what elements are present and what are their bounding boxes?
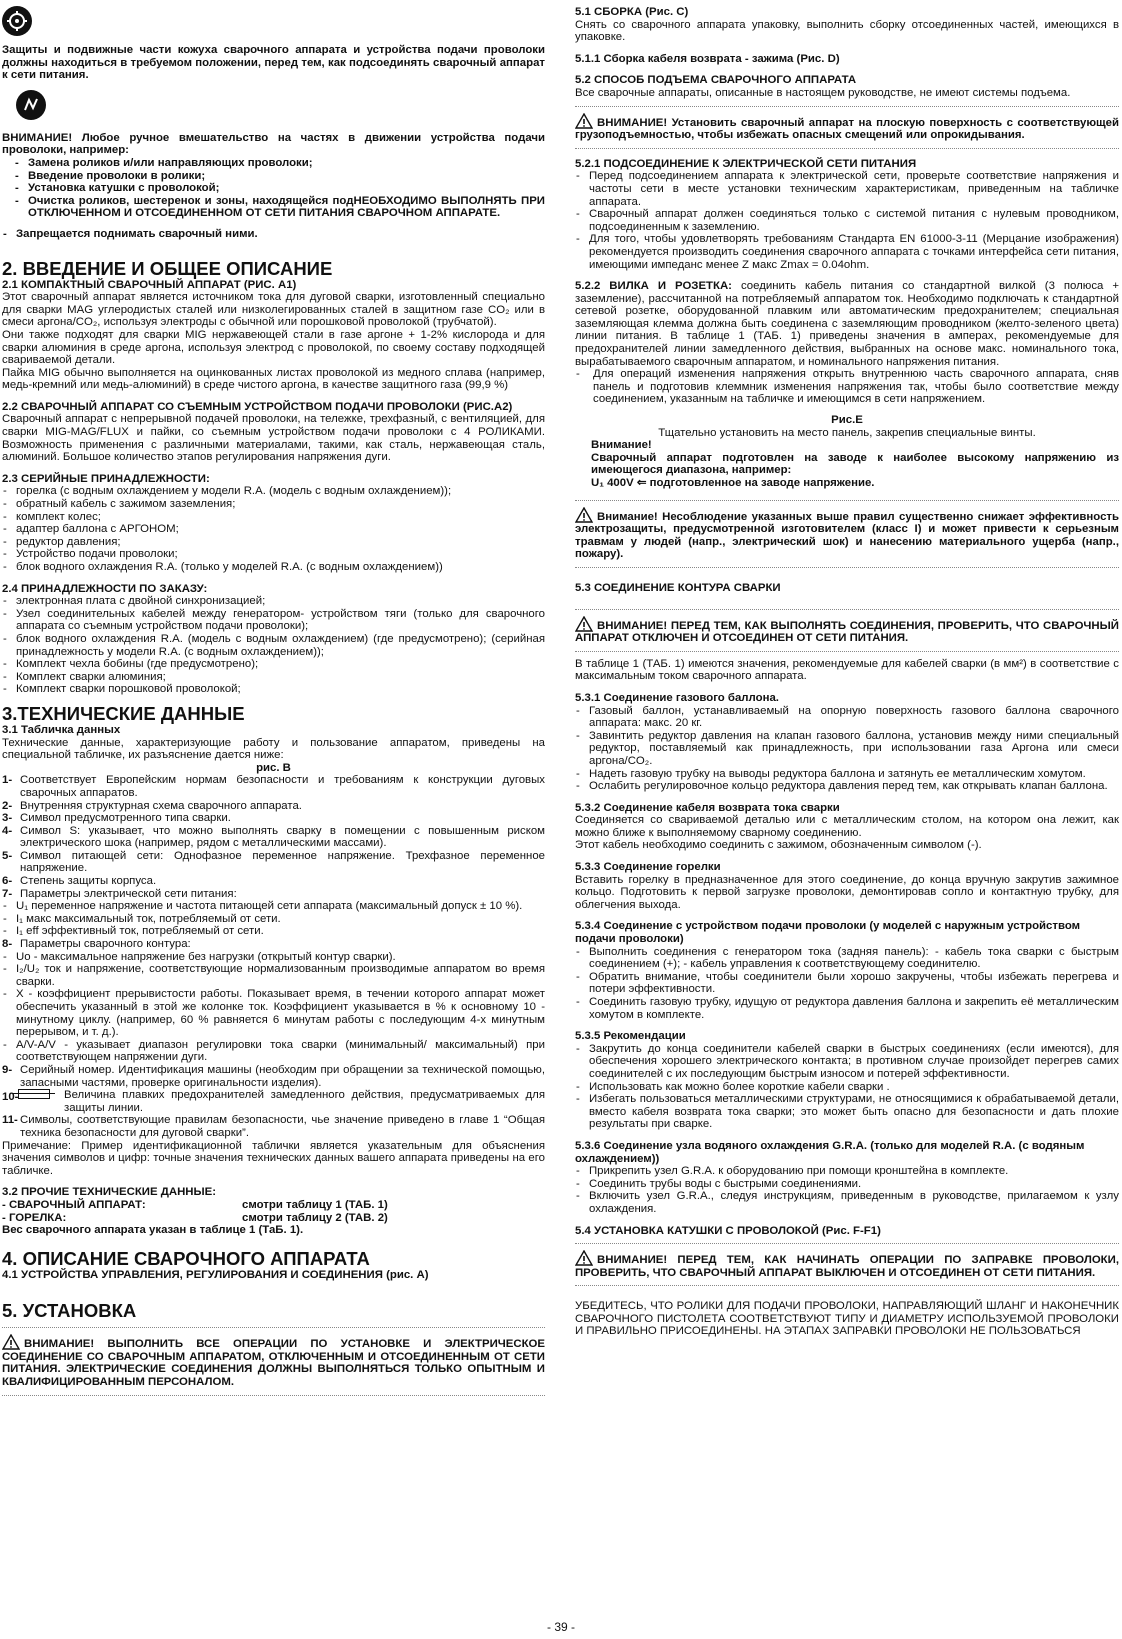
list-item: - Соединить трубы воды с быстрыми соединениями. [575, 1178, 1119, 1191]
factory-voltage-note: Внимание! Сварочный аппарат подготовлен на заводе к наиболее высокому напряжению из имеющегося диапазона, например: U₁ 400V ⇐ подготовленное на заводе напряжение. [591, 439, 1119, 489]
warning-icon [2, 1334, 20, 1350]
list-item: - электронная плата с двойной синхронизацией; [2, 595, 545, 608]
circuit-warning: ВНИМАНИЕ! ПЕРЕД ТЕМ, КАК ВЫПОЛНЯТЬ СОЕДИНЕНИЯ, ПРОВЕРИТЬ, ЧТО СВАРОЧНЫЙ АППАРАТ ОТКЛЮЧЕН И ОТСОЕДИНЕН ОТ СЕТИ ПИТАНИЯ. [575, 616, 1119, 645]
list-item: - Для того, чтобы удовлетворять требованиям Стандарта EN 61000-3-11 (Мерцание изображения) рекомендуется производить соединения сварочного аппарата с точками интерфейса сети питания, имеющими импеданс менее Z макс Zmax = 0.04ohm. [575, 233, 1119, 271]
paragraph: УБЕДИТЕСЬ, ЧТО РОЛИКИ ДЛЯ ПОДАЧИ ПРОВОЛОКИ, НАПРАВЛЯЮЩИЙ ШЛАНГ И НАКОНЕЧНИК СВАРОЧНОГО ПИСТОЛЕТА СООТВЕТСТВУЮТ ТИПУ И ДИАМЕТРУ ИСПОЛЬЗУЕМОЙ ПРОВОЛОКИ И ПРАВИЛЬНО ПРИСОЕДИНЕНЫ. НА ЭТАПАХ ЗАПРАВКИ ПРОВОЛОКИ НЕ ПОЛЬЗОВАТЬСЯ [575, 1300, 1119, 1338]
installation-warning: ВНИМАНИЕ! ВЫПОЛНИТЬ ВСЕ ОПЕРАЦИИ ПО УСТАНОВКЕ И ЭЛЕКТРИЧЕСКОЕ СОЕДИНЕНИЕ СО СВАРОЧНЫМ АППАРАТОМ, ОТКЛЮЧЕННЫМ И ОТСОЕДИНЕННЫМ ОТ СЕТИ ПИТАНИЯ. ЭЛЕКТРИЧЕСКИЕ СОЕДИНЕНИЯ ДОЛЖНЫ ВЫПОЛНЯТЬСЯ ТОЛЬКО ОПЫТНЫМ И КВАЛИФИЦИРОВАННЫМ ПЕРСОНАЛОМ. [2, 1334, 545, 1388]
section-3-2-title: 3.2 ПРОЧИЕ ТЕХНИЧЕСКИЕ ДАННЫЕ: [2, 1186, 217, 1199]
list-item: 3- Символ предусмотренного типа сварки. [2, 812, 231, 825]
list-item: - Узел соединительных кабелей между генератором- устройством тяги (только для сварочного аппарата со съемным устройством подачи проволоки); [2, 608, 545, 633]
list-item: - Устройство подачи проволоки; [2, 548, 545, 561]
list-item: 1- Соответствует Европейским нормам безопасности и требованиям к конструкции дуговых сварочных аппаратов. [2, 774, 545, 799]
optional-accessories-list [2, 595, 545, 696]
list-item: 8- Параметры сварочного контура: [2, 938, 191, 951]
list-item: - Комплект сварки порошковой проволокой; [2, 683, 545, 696]
lifting-warning: - Запрещается поднимать сварочный ними. [2, 228, 545, 241]
list-item: - Включить узел G.R.A., следуя инструкциям, приведенным в руководстве, прилагаемом к узлу охлаждения. [575, 1190, 1119, 1215]
paragraph: Пайка MIG обычно выполняется на оцинкованных листах проволокой из медного сплава (например, медь-кремний или медь-алюминий) в среде чистого аргона, в качестве защитного газа (99,9 %) [2, 366, 545, 392]
divider [575, 567, 1119, 568]
paragraph: Снять со сварочного аппарата упаковку, выполнить сборку отсоединенных частей, имеющихся в упаковке. [575, 18, 1119, 44]
list-item: - Замена роликов и/или направляющих проволоки; [14, 157, 545, 170]
warning-icon [575, 507, 593, 523]
divider [575, 1285, 1119, 1286]
tech-data-row: - ГОРЕЛКА: смотри таблицу 2 (ТАВ. 2) [2, 1211, 388, 1224]
list-item: - U₁ переменное напряжение и частота питающей сети аппарата (максимальный допуск ± 10 %). [2, 900, 545, 913]
list-item: - Для операций изменения напряжения открыть внутреннюю часть сварочного аппарата, сняв панель и подготовив клеммник изменения напряжения так, чтобы было соответствие между соединением, указанным на табличке и имеющимся в сети напряжением. [575, 368, 1119, 406]
gas-cylinder-list [575, 705, 1119, 793]
welding-parameters-list [2, 951, 545, 1064]
wire-feed-warning-list [2, 157, 545, 220]
list-item: - Очистка роликов, шестеренок и зоны, находящейся подНЕОБХОДИМО ВЫПОЛНЯТЬ ПРИ ОТКЛЮЧЕННОМ И ОТСОЕДИНЕННОМ ОТ СЕТИ ПИТАНИЯ СВАРОЧНОМ АППАРАТЕ. [14, 195, 545, 220]
section-5-3-2-title: 5.3.2 Соединение кабеля возврата тока сварки [575, 801, 840, 814]
tech-data-row: - СВАРОЧНЫЙ АППАРАТ: смотри таблицу 1 (ТАБ. 1) [2, 1198, 388, 1211]
warning-icon [575, 113, 593, 129]
section-5-2-1-title: 5.2.1 ПОДСОЕДИНЕНИЕ К ЭЛЕКТРИЧЕСКОЙ СЕТИ ПИТАНИЯ [575, 157, 917, 170]
section-5-title: 5. УСТАНОВКА [2, 1300, 137, 1322]
paragraph: Они также подходят для сварки MIG нержавеющей стали в газе аргоне + 1-2% кислорода и для сварки алюминия в среде аргона, используя электрод с проволокой, по своему составу подходящей свариваемой детали. [2, 328, 545, 367]
paragraph: В таблице 1 (ТАБ. 1) имеются значения, рекомендуемые для кабелей сварки (в мм²) в соответствие с максимальным током сварочного аппарата. [575, 657, 1119, 683]
paragraph: Примечание: Пример идентификационной таблички является указательным для объяснения значения символов и цифр: точные значения технических данных вашего аппарата приведены на его табличке. [2, 1139, 545, 1177]
list-item: 10- Величина плавких предохранителей замедленного действия, предусматриваемых для защиты линии. [2, 1089, 545, 1114]
list-item: 2- Внутренняя структурная схема сварочного аппарата. [2, 799, 302, 812]
fuse-icon [18, 1089, 50, 1099]
section-5-3-6-title: 5.3.6 Соединение узла водяного охлаждения G.R.A. (только для моделей R.A. (с водяным охлаждением)) [575, 1139, 1085, 1165]
list-item: - Ослабить регулировочное кольцо редуктора давления перед тем, как открывать клапан баллона. [575, 780, 1119, 793]
list-item: - I₁ eff эффективный ток, потребляемый от сети. [2, 925, 545, 938]
paragraph: Этот кабель необходимо соединить с зажимом, обозначенным символом (-). [575, 839, 982, 852]
weight-note: Вес сварочного аппарата указан в таблице 1 (ТаБ. 1). [2, 1224, 304, 1237]
paragraph: Сварочный аппарат с непрерывной подачей проволоки, на тележке, трехфазный, с вентиляцией, для сварки MIG-MAG/FLUX и пайки, со съемным устройством подачи проволоки с 4 РОЛИКАМИ. Возможность применения с различными материалами, такими, как сталь, нержавеющая сталь, алюминий. Большое количество этапов регулирования напряжения дуги. [2, 413, 545, 464]
recommendations-list [575, 1043, 1119, 1131]
list-item: - Перед подсоединением аппарата к электрической сети, проверьте соответствие напряжения и частоты сети в месте установки техническим характеристикам, приведенным на табличке аппарата. [575, 170, 1119, 208]
spool-warning: ВНИМАНИЕ! ПЕРЕД ТЕМ, КАК НАЧИНАТЬ ОПЕРАЦИИ ПО ЗАПРАВКЕ ПРОВОЛОКИ, ПРОВЕРИТЬ, ЧТО СВАРОЧНЫЙ АППАРАТ ВЫКЛЮЧЕН И ОТСОЕДИНЕН ОТ СЕТИ ПИТАНИЯ. [575, 1250, 1119, 1279]
list-item: - блок водного охлаждения R.A. (модель с водным охлаждением) (где предусмотрено); (серийная принадлежность у модели R.A. (с водным охлаждением)); [2, 633, 545, 658]
section-5-1-title: 5.1 СБОРКА (Рис. C) [575, 6, 689, 18]
list-item: - Uo - максимальное напряжение без нагрузки (открытый контур сварки). [2, 951, 545, 964]
divider [575, 1243, 1119, 1244]
divider [575, 500, 1119, 501]
list-item: 6- Степень защиты корпуса. [2, 875, 157, 888]
section-2-title: 2. ВВЕДЕНИЕ И ОБЩЕЕ ОПИСАНИЕ [2, 257, 333, 279]
wire-feed-warning: ВНИМАНИЕ! Любое ручное вмешательство на частях в движении устройства подачи проволоки, например: [2, 131, 545, 157]
placement-warning: ВНИМАНИЕ! Установить сварочный аппарат на плоскую поверхность с соответствующей грузоподъемностью, чтобы избежать опасных смещений или опрокидывания. [575, 113, 1119, 142]
list-item: - Сварочный аппарат должен соединяться только с системой питания с нулевым проводником, подсоединенным к заземлению. [575, 208, 1119, 233]
section-5-2-title: 5.2 СПОСОБ ПОДЪЕМА СВАРОЧНОГО АППАРАТА [575, 74, 857, 87]
list-item: - A/V-A/V - указывает диапазон регулировки тока сварки (минимальный/ максимальный) при соответствующем напряжении дуги. [2, 1039, 545, 1064]
paragraph: Все сварочные аппараты, описанные в настоящем руководстве, не имеют системы подъема. [575, 86, 1071, 99]
section-5-3-4-title: 5.3.4 Соединение с устройством подачи проволоки (у моделей с наружным устройством подачи проволоки) [575, 920, 1081, 946]
rating-plate-list [2, 774, 545, 900]
list-item: - Выполнить соединения с генератором тока (задняя панель): - кабель тока сварки с быстрым соединением (+); - кабель управления к соответствующему соединителю. [575, 946, 1119, 971]
list-item: - Надеть газовую трубку на выводы редуктора баллона и затянуть ее металлическим хомутом. [575, 768, 1119, 781]
paragraph: Вставить горелку в предназначенное для этого соединение, до конца вручную закрутив зажимное кольцо. Подготовить к первой загрузке проволоки, демонтировав сопло и контактную трубку, для облегчения выхода. [575, 873, 1119, 911]
list-item: - горелка (с водным охлаждением у модели R.A. (модель с водным охлаждением)); [2, 485, 545, 498]
section-2-1-title: 2.1 КОМПАКТНЫЙ СВАРОЧНЫЙ АППАРАТ (РИС. А1) [2, 278, 297, 291]
section-5-1-1-title: 5.1.1 Сборка кабеля возврата - зажима (Рис. D) [575, 52, 840, 65]
page-number: - 39 - [546, 1620, 575, 1634]
section-5-4-title: 5.4 УСТАНОВКА КАТУШКИ С ПРОВОЛОКОЙ (Рис. F-F1) [575, 1224, 881, 1237]
list-item: - Использовать как можно более короткие кабели сварки . [575, 1081, 1119, 1094]
guard-warning: Защиты и подвижные части кожуха сварочного аппарата и устройства подачи проволоки должны находиться в требуемом положении, перед тем, как подсоединять сварочный аппарат к сети питания. [2, 44, 545, 82]
divider [575, 106, 1119, 107]
divider [575, 651, 1119, 652]
list-item: - Введение проволоки в ролики; [14, 170, 545, 183]
list-item: - комплект колес; [2, 511, 545, 524]
cooling-unit-list [575, 1165, 1119, 1215]
list-item: - Установка катушки с проволокой; [14, 182, 545, 195]
section-2-2-title: 2.2 СВАРОЧНЫЙ АППАРАТ СО СЪЕМНЫМ УСТРОЙСТВОМ ПОДАЧИ ПРОВОЛОКИ (РИС.А2) [2, 400, 513, 413]
section-4-1-title: 4.1 УСТРОЙСТВА УПРАВЛЕНИЯ, РЕГУЛИРОВАНИЯ И СОЕДИНЕНИЯ (рис. А) [2, 1268, 429, 1281]
list-item: 7- Параметры электрической сети питания: [2, 887, 237, 900]
warning-icon [575, 616, 593, 632]
list-item: 9- Серийный номер. Идентификация машины (необходим при обращении за технической помощью, запасными частями, проверке оригинальности изделия). [2, 1063, 545, 1089]
protection-warning: Внимание! Несоблюдение указанных выше правил существенно снижает эффективность электрозащиты, предусмотренной изготовителем (класс I) и может привести к серьезным травмам у людей (напр., электрический шок) и нанесению материального ущерба (напр., пожару). [575, 507, 1119, 561]
gear-hazard-icon [2, 6, 32, 36]
divider [2, 1395, 545, 1396]
list-item: 5- Символ питающей сети: Однофазное переменное напряжение. Трехфазное переменное напряжение. [2, 849, 545, 875]
divider [575, 609, 1119, 610]
voltage-change-list [575, 368, 1119, 406]
divider [575, 148, 1119, 149]
section-5-3-1-title: 5.3.1 Соединение газового баллона. [575, 691, 779, 704]
warning-icon [575, 1250, 593, 1266]
list-item: - адаптер баллона с АРГОНОМ; [2, 523, 545, 536]
list-item: - Завинтить редуктор давления на клапан газового баллона, установив между ними специальный редуктор, поставляемый как принадлежность, при использовании газа Аргона или смеси аргона/CO₂. [575, 730, 1119, 768]
list-item: - Комплект сварки алюминия; [2, 671, 545, 684]
list-item: - X - коэффициент прерывистости работы. Показывает время, в течении которого аппарат может обеспечить указанный в этой же колонке ток. Коэффициент указывается в % к основному 10 - минутному циклу. (например, 60 % равняется 6 минутам работы с последующим 4-х минутным перерывом, и т. д.). [2, 988, 545, 1038]
section-2-4-title: 2.4 ПРИНАДЛЕЖНОСТИ ПО ЗАКАЗУ: [2, 582, 208, 595]
section-2-3-title: 2.3 СЕРИЙНЫЕ ПРИНАДЛЕЖНОСТИ: [2, 472, 210, 485]
left-column [2, 6, 545, 1402]
list-item: - Закрутить до конца соединители кабелей сварки в быстрых соединениях (если имеются), для обеспечения хорошего электрического контакта; в противном случае произойдет перегрев самих соединителей с их последующим быстрым износом и потерей эффективности. [575, 1043, 1119, 1081]
section-5-3-3-title: 5.3.3 Соединение горелки [575, 861, 721, 874]
section-4-title: 4. ОПИСАНИЕ СВАРОЧНОГО АППАРАТА [2, 1247, 370, 1269]
list-item: - редуктор давления; [2, 536, 545, 549]
list-item: - блок водного охлаждения R.A. (только у моделей R.A. (с водным охлаждением)) [2, 561, 545, 574]
right-column [575, 6, 1119, 1338]
paragraph: Технические данные, характеризующие работу и пользование аппаратом, приведены на специальной табличке, их разъяснение дается ниже: [2, 736, 545, 762]
list-item: - Комплект чехла бобины (где предусмотрено); [2, 658, 545, 671]
figure-b-caption: рис. B [256, 761, 291, 774]
list-item: - Соединить газовую трубку, идущую от редуктора давления баллона и закрепить её металлическим хомутом в комплекте. [575, 996, 1119, 1021]
paragraph: 5.2.2 ВИЛКА И РОЗЕТКА: соединить кабель питания со стандартной вилкой (3 полюса + заземление), рассчитанной на потребляемый аппаратом ток. Необходимо подключать к стандартной сетевой розетке, оборудованной плавким или автоматическим предохранителем; специальная заземляющая клемма должна быть соединена с заземляющим проводником (желто-зеленого цвета) линии питания. В таблице 1 (ТАБ. 1) приведены значения в амперах, рекомендуемые для предохранителей линии замедленного действия, выбранных на основе макс. номинального тока, вырабатываемого сварочным аппаратом, и номинального напряжения питания. [575, 280, 1119, 368]
list-item: 11- Символы, соответствующие правилам безопасности, чье значение приведено в главе 1 “Общая техника безопасности для дуговой сварки”. [2, 1114, 545, 1139]
list-item: - обратный кабель с зажимом заземления; [2, 498, 545, 511]
mains-parameters-list [2, 900, 545, 938]
paragraph: Тщательно установить на место панель, закрепив специальные винты. [658, 426, 1036, 439]
hand-hazard-icon [16, 90, 46, 120]
standard-accessories-list [2, 485, 545, 573]
wire-feeder-connection-list [575, 946, 1119, 1022]
section-5-3-title: 5.3 СОЕДИНЕНИЕ КОНТУРА СВАРКИ [575, 581, 781, 594]
list-item: - I₂/U₂ ток и напряжение, соответствующие нормализованным производимые аппаратом во время сварки. [2, 963, 545, 988]
section-5-3-5-title: 5.3.5 Рекомендации [575, 1030, 686, 1043]
mains-connection-list [575, 170, 1119, 271]
list-item: - Прикрепить узел G.R.A. к оборудованию при помощи кронштейна в комплекте. [575, 1165, 1119, 1178]
divider [2, 1327, 545, 1328]
list-item: - Обратить внимание, чтобы соединители были хорошо закручены, чтобы избежать перегрева и потери эффективности. [575, 971, 1119, 996]
list-item: - I₁ макс максимальный ток, потребляемый от сети. [2, 913, 545, 926]
list-item: 4- Символ S: указывает, что можно выполнять сварку в помещении с повышенным риском электрического шока (например, рядом с металлическими массами). [2, 824, 545, 850]
section-3-title: 3.ТЕХНИЧЕСКИЕ ДАННЫЕ [2, 702, 245, 724]
list-item: - Избегать пользоваться металлическими структурами, не относящимися к обрабатываемой детали, вместо кабеля возврата тока сварки; это может быть опасно для безопасности и дать плохие результаты при сварке. [575, 1093, 1119, 1131]
list-item: - Газовый баллон, устанавливаемый на опорную поверхность газового баллона сварочного аппарата: макс. 20 кг. [575, 705, 1119, 730]
figure-e-caption: Рис.E [831, 414, 863, 427]
paragraph: Этот сварочный аппарат является источником тока для дуговой сварки, изготовленный специально для сварки MAG углеродистых сталей или низколегированных сталей в защитном газе CO₂ или в смеси аргона/CO₂, используя электроды с обычной или порошковой проволокой (трубчатой). [2, 291, 545, 329]
section-3-1-title: 3.1 Табличка данных [2, 723, 121, 736]
paragraph: Соединяется со свариваемой деталью или с металлическим столом, на котором она лежит, как можно ближе к выполняемому сварному соединению. [575, 814, 1119, 839]
